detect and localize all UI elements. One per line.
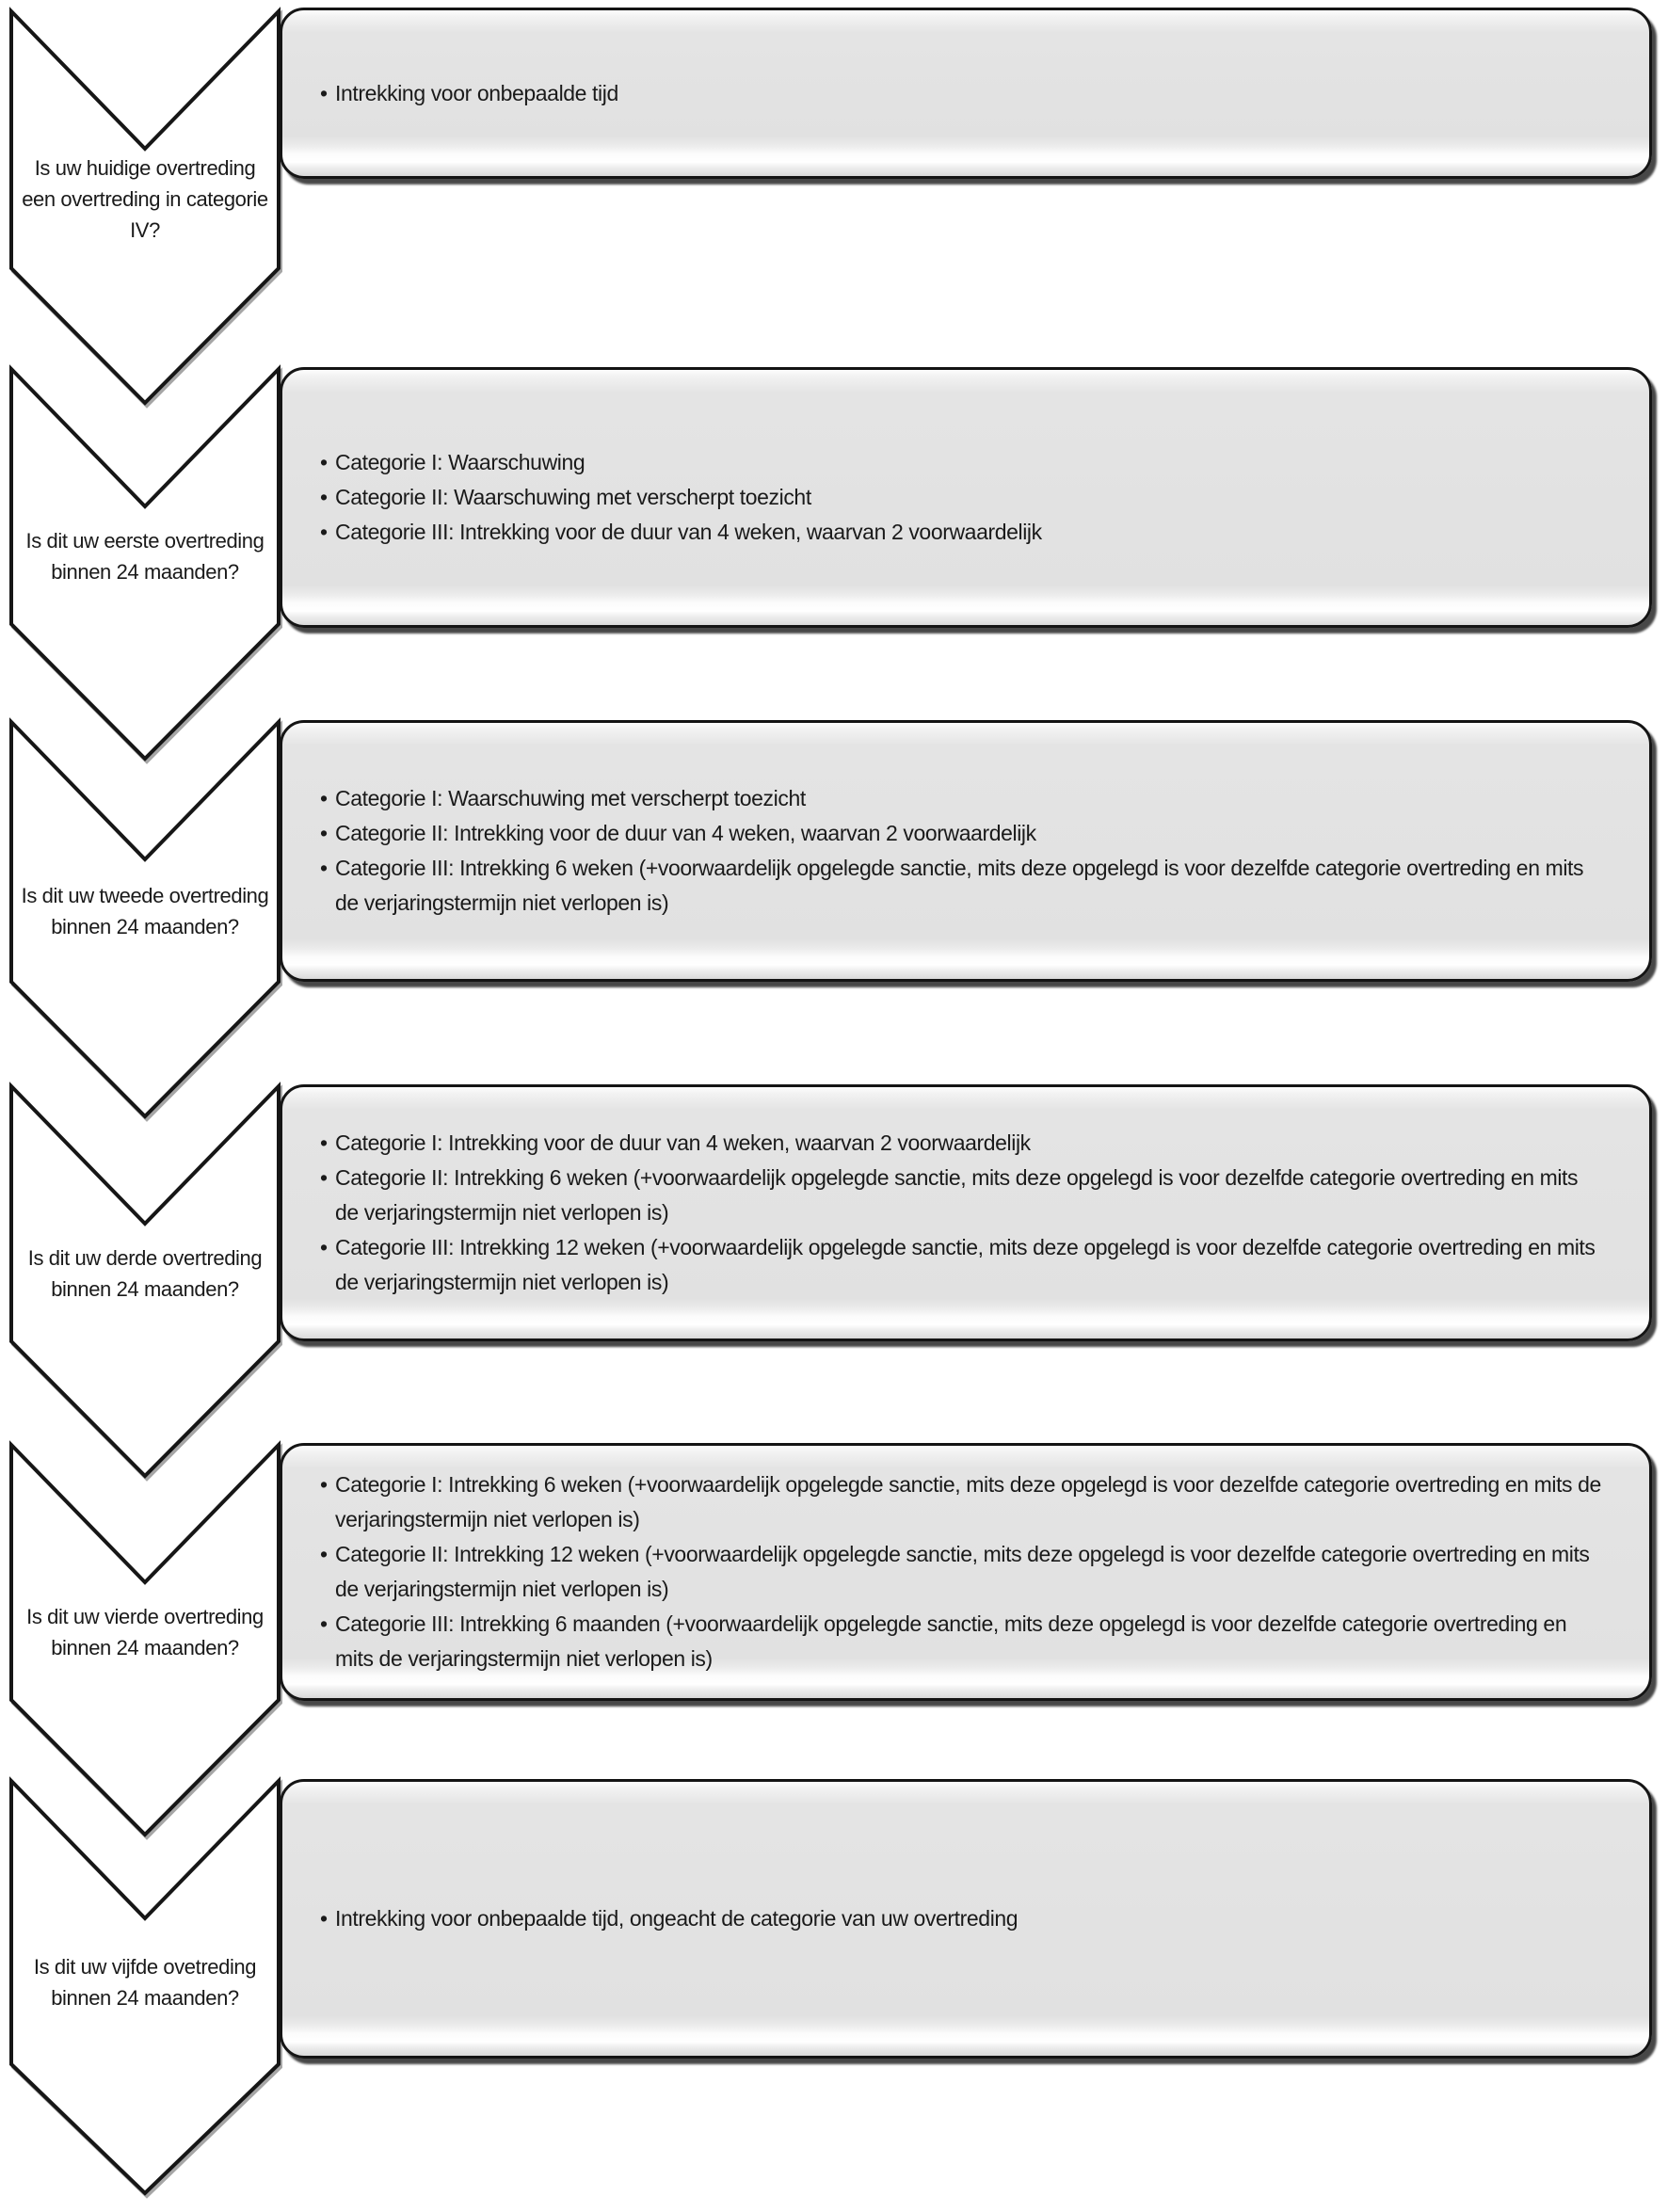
answer-box [280, 1084, 1652, 1341]
answer-list [301, 1126, 1606, 1300]
question-text: Is uw huidige overtreding een overtreding in categorie IV? [22, 156, 268, 242]
answer-box [280, 1443, 1652, 1701]
answer-box [280, 367, 1652, 628]
answer-list [301, 781, 1606, 921]
answer-bullet-item: • Categorie III: Intrekking 6 weken (+voorwaardelijk opgelegde sanctie, mits deze opgelegd is voor dezelfde categorie overtreding en mits de verjaringstermijn niet verlopen is) [301, 851, 1606, 921]
answer-bullet-item: • Categorie III: Intrekking voor de duur van 4 weken, waarvan 2 voorwaardelijk [301, 515, 1042, 550]
answer-bullet-item: • Categorie I: Waarschuwing [301, 445, 1042, 480]
answer-box [280, 720, 1652, 982]
question-text: Is dit uw vijfde ovetreding binnen 24 maanden? [33, 1954, 257, 2010]
answer-bullet-item: • Categorie II: Intrekking voor de duur van 4 weken, waarvan 2 voorwaardelijk [301, 816, 1606, 851]
answer-bullet-item: • Categorie I: Intrekking voor de duur van 4 weken, waarvan 2 voorwaardelijk [301, 1126, 1606, 1161]
question-chevron [9, 1779, 281, 2193]
answer-bullet-item: • Categorie II: Intrekking 12 weken (+voorwaardelijk opgelegde sanctie, mits deze opgelegd is voor dezelfde categorie overtreding en mits de verjaringstermijn niet verlopen is) [301, 1537, 1606, 1607]
answer-bullet-item: • Intrekking voor onbepaalde tijd [301, 76, 618, 111]
question-text: Is dit uw tweede overtreding binnen 24 maanden? [21, 884, 269, 938]
answer-list [301, 1467, 1606, 1676]
answer-bullet-item: • Categorie II: Waarschuwing met verscherpt toezicht [301, 480, 1042, 515]
question-chevron [9, 720, 281, 1116]
answer-box [280, 8, 1652, 179]
question-chevron [9, 1443, 281, 1835]
question-chevron [9, 9, 281, 403]
answer-list [301, 445, 1042, 550]
answer-box [280, 1779, 1652, 2059]
answer-bullet-item: • Categorie III: Intrekking 6 maanden (+voorwaardelijk opgelegde sanctie, mits deze opgelegd is voor dezelfde categorie overtreding en mits de verjaringstermijn niet verlopen is) [301, 1607, 1606, 1676]
question-chevron [9, 1084, 281, 1476]
answer-bullet-item: • Intrekking voor onbepaalde tijd, ongeacht de categorie van uw overtreding [301, 1901, 1018, 1936]
answer-bullet-item: • Categorie II: Intrekking 6 weken (+voorwaardelijk opgelegde sanctie, mits deze opgelegd is voor dezelfde categorie overtreding en mits de verjaringstermijn niet verlopen is) [301, 1161, 1606, 1230]
answer-list [301, 76, 618, 111]
answer-bullet-item: • Categorie I: Waarschuwing met verscherpt toezicht [301, 781, 1606, 816]
question-text: Is dit uw derde overtreding binnen 24 maanden? [27, 1245, 263, 1301]
answer-bullet-item: • Categorie III: Intrekking 12 weken (+voorwaardelijk opgelegde sanctie, mits deze opgelegd is voor dezelfde categorie overtreding en mits de verjaringstermijn niet verlopen is) [301, 1230, 1606, 1300]
question-chevron [9, 367, 281, 759]
answer-bullet-item: • Categorie I: Intrekking 6 weken (+voorwaardelijk opgelegde sanctie, mits deze opgelegd is voor dezelfde categorie overtreding en mits de verjaringstermijn niet verlopen is) [301, 1467, 1606, 1537]
question-text: Is dit uw eerste overtreding binnen 24 maanden? [25, 528, 265, 584]
answer-list [301, 1901, 1018, 1936]
question-text: Is dit uw vierde overtreding binnen 24 maanden? [26, 1604, 264, 1659]
